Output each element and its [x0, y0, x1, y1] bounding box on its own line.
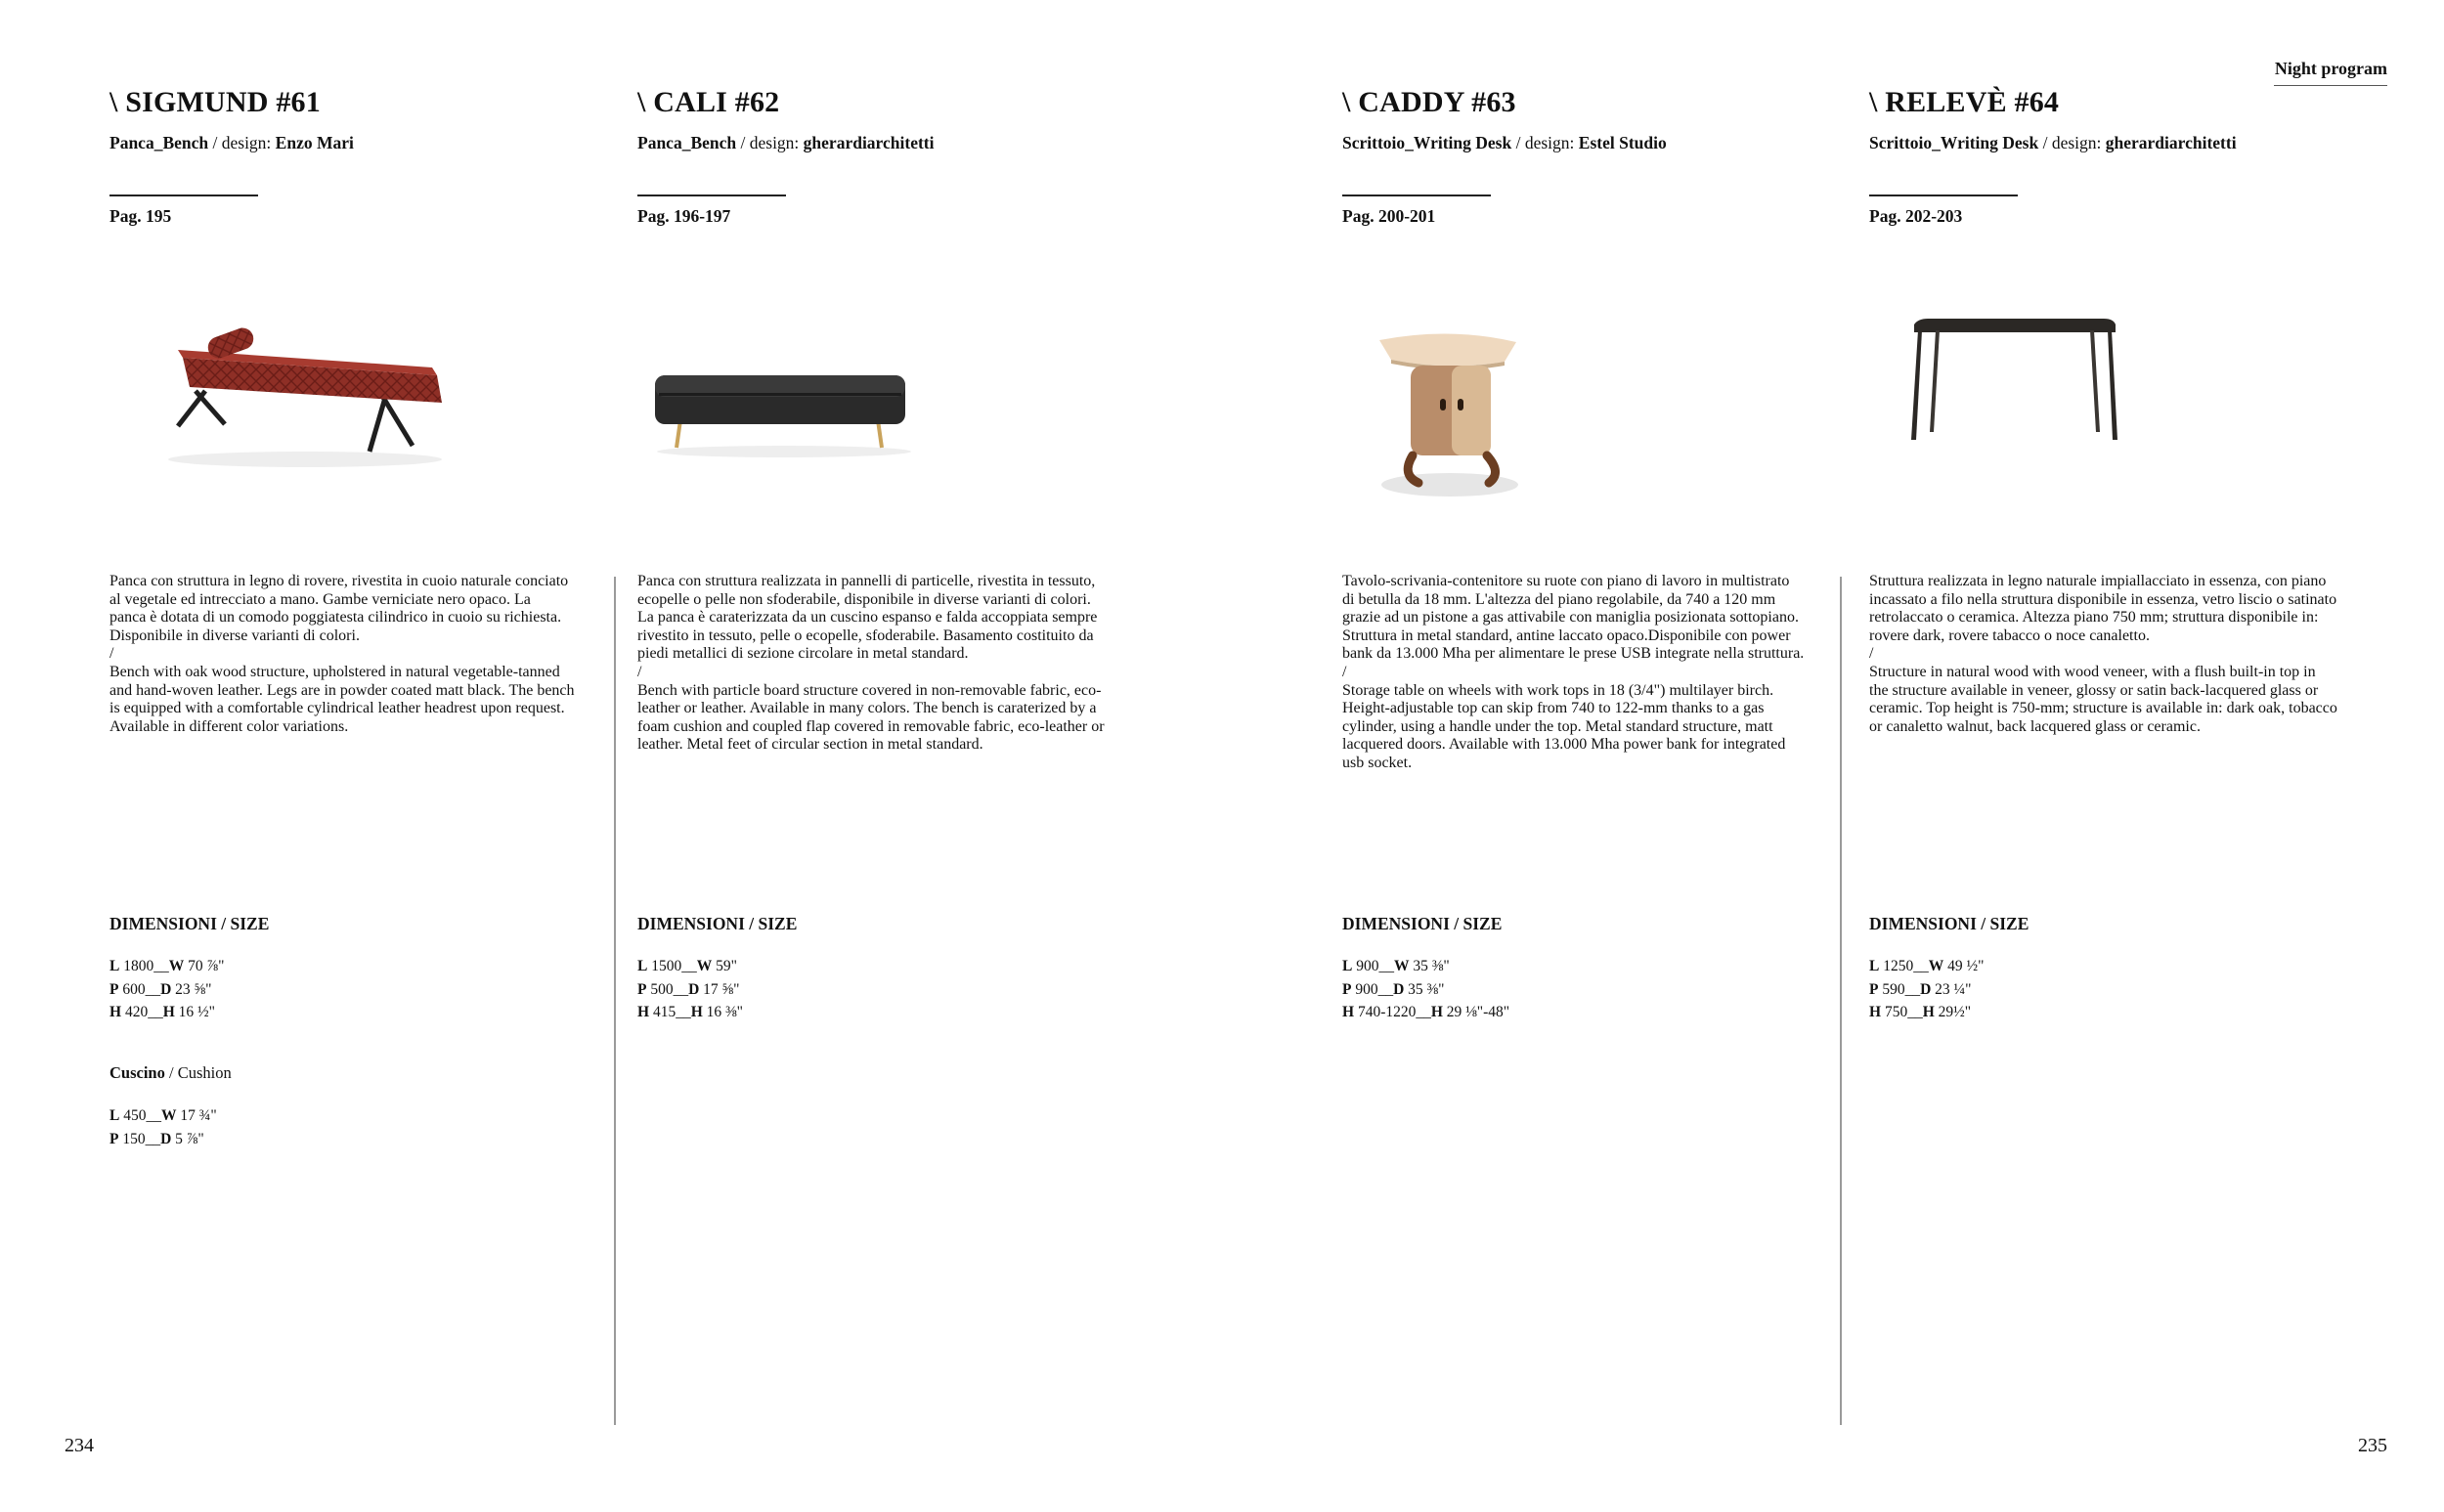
dim-value: 5 ⅞"	[171, 1130, 204, 1147]
dim-value: 415__	[649, 1004, 691, 1020]
dim-value: 900__	[1352, 958, 1394, 974]
dim-value: 35 ⅜"	[1409, 958, 1450, 974]
product-title: \ RELEVÈ #64	[1869, 86, 2060, 118]
product-title: \ CADDY #63	[1342, 86, 1516, 118]
dim-label: D	[688, 980, 700, 998]
description-separator: /	[1342, 663, 1347, 680]
dim-value: 70 ⅞"	[184, 958, 225, 974]
dim-value: 16 ⅜"	[702, 1004, 743, 1020]
dim-value: 750__	[1881, 1004, 1923, 1020]
product-designer: gherardiarchitetti	[2105, 133, 2237, 152]
product-description	[109, 573, 613, 736]
dimension-row	[1869, 1001, 1984, 1024]
dim-value: 1800__	[119, 958, 169, 974]
column-divider	[1840, 577, 1842, 1425]
dimensions-heading: DIMENSIONI / SIZE	[1342, 914, 1503, 933]
product-title: \ CALI #62	[637, 86, 780, 118]
dim-value: 500__	[646, 980, 689, 998]
description-separator: /	[1869, 645, 1874, 663]
title-rule	[1869, 194, 2018, 196]
dim-label: P	[109, 980, 119, 998]
dim-value: 740-1220__	[1354, 1004, 1431, 1020]
description-italian: Panca con struttura in legno di rovere, rivestita in cuoio naturale conciato al vegetale ed intrecciato a mano. Gambe verniciate nero opaco. La panca è dotata di un comodo poggiatesta cilindrico in cuoio su richiesta. Disponibile in diverse varianti di colori.	[109, 573, 569, 644]
dim-label: L	[637, 958, 648, 974]
cushion-dimensions-list	[109, 1104, 217, 1150]
dim-label: W	[1393, 958, 1410, 974]
dim-label: L	[1869, 958, 1880, 974]
dimension-row	[1342, 955, 1509, 978]
dim-label: H	[1869, 1004, 1882, 1020]
dim-label: D	[1393, 980, 1405, 998]
dimensions-list	[1869, 955, 1984, 1024]
description-italian: Tavolo-scrivania-contenitore su ruote con piano di lavoro in multistrato di betulla da 18 mm. L'altezza del piano regolabile, da 740 a 120 mm grazie ad un pistone a gas attivabile con maniglia posizionata sottopiano. Struttura in metal standard, antine laccato opaco.Disponibile con power bank da 13.000 Mha per alimentare le prese USB integrate nella struttura.	[1342, 573, 1805, 663]
product-subtitle	[1342, 133, 1667, 153]
dim-value: 420__	[121, 1004, 163, 1020]
dimension-row	[1869, 955, 1984, 978]
dim-label: D	[160, 1130, 172, 1147]
dim-label: L	[1342, 958, 1353, 974]
product-releve	[1869, 0, 2378, 1512]
dim-label: H	[1922, 1004, 1935, 1020]
product-sigmund	[109, 0, 598, 1512]
dim-value: 17 ¾"	[176, 1107, 217, 1124]
dim-value: 29 ⅛"-48"	[1442, 1004, 1510, 1020]
product-designer: Estel Studio	[1578, 133, 1667, 152]
dim-label: W	[160, 1107, 177, 1124]
description-english: Structure in natural wood with wood veneer, with a flush built-in top in the structure available in veneer, glossy or satin back-lacquered glass or ceramic. Top height is 750-mm; structure is available in: dark oak, tobacco or canaletto walnut, back lacquered glass or ceramic.	[1869, 663, 2337, 735]
product-caddy	[1342, 0, 1831, 1512]
dimensions-heading: DIMENSIONI / SIZE	[1869, 914, 2029, 933]
description-english: Bench with oak wood structure, upholstered in natural vegetable-tanned and hand-woven leather. Legs are in powder coated matt black. The bench is equipped with a comfortable cylindrical leather headrest upon request. Available in different color variations.	[109, 663, 575, 735]
dimension-row	[637, 978, 743, 1002]
description-separator: /	[109, 645, 114, 663]
dim-value: 16 ½"	[174, 1004, 215, 1020]
title-rule	[109, 194, 258, 196]
dimension-row	[1342, 978, 1509, 1002]
design-separator: / design:	[2038, 133, 2106, 152]
dim-label: P	[1342, 980, 1352, 998]
design-separator: / design:	[1511, 133, 1579, 152]
bench-photo	[647, 364, 921, 461]
dimension-row	[1342, 1001, 1509, 1024]
column-divider	[614, 577, 616, 1425]
dim-value: 49 ½"	[1943, 958, 1985, 974]
dim-value: 900__	[1351, 980, 1394, 998]
dim-label: D	[160, 980, 172, 998]
product-subtitle	[109, 133, 354, 153]
description-english: Storage table on wheels with work tops in 18 (3/4") multilayer birch. Height-adjustable top can skip from 740 to 122-mm thanks to a gas cylinder, using a handle under the top. Metal standard structure, matt lacquered doors. Available with 13.000 Mha power bank for integrated usb socket.	[1342, 681, 1786, 771]
page-number-right: 235	[2358, 1435, 2387, 1456]
product-subtitle	[637, 133, 934, 153]
product-description	[1342, 573, 1821, 773]
product-title: \ SIGMUND #61	[109, 86, 321, 118]
dim-value: 600__	[118, 980, 161, 998]
dim-label: P	[637, 980, 647, 998]
dim-label: H	[690, 1004, 703, 1020]
cushion-label-en: / Cushion	[164, 1063, 232, 1082]
product-type: Scrittoio_Writing Desk	[1869, 133, 2039, 152]
dim-value: 1500__	[647, 958, 697, 974]
section-label: Night program	[2274, 59, 2387, 86]
dim-label: W	[168, 958, 185, 974]
dim-label: H	[162, 1004, 175, 1020]
page-reference: Pag. 200-201	[1342, 206, 1436, 226]
dim-label: P	[109, 1130, 119, 1147]
dim-value: 23 ¼"	[1931, 980, 1972, 998]
desk-photo	[1362, 319, 1538, 510]
product-type: Panca_Bench	[109, 133, 209, 152]
product-designer: gherardiarchitetti	[803, 133, 935, 152]
dimensions-list	[1342, 955, 1509, 1024]
dim-label: H	[637, 1004, 650, 1020]
product-type: Panca_Bench	[637, 133, 737, 152]
dimension-row	[109, 955, 224, 978]
product-subtitle	[1869, 133, 2237, 153]
description-italian: Panca con struttura realizzata in pannelli di particelle, rivestita in tessuto, ecopelle o pelle non sfoderabile, disponibile in diverse varianti di colori. La panca è caraterizzata da un cuscino espanso e falda accoppiata sempre rivestito in tessuto, pelle o ecopelle, sfoderabile. Basamento costituito da piedi metallici di sezione circolare in metal standard.	[637, 573, 1098, 663]
page-reference: Pag. 195	[109, 206, 172, 226]
title-rule	[637, 194, 786, 196]
dim-label: H	[1342, 1004, 1355, 1020]
dim-value: 23 ⅝"	[171, 980, 212, 998]
dimensions-list	[109, 955, 224, 1024]
dimension-row	[109, 1001, 224, 1024]
product-cali	[637, 0, 1146, 1512]
dimension-row	[109, 978, 224, 1002]
title-rule	[1342, 194, 1491, 196]
dimension-row	[637, 955, 743, 978]
dim-label: W	[696, 958, 713, 974]
dim-label: H	[1430, 1004, 1443, 1020]
product-type: Scrittoio_Writing Desk	[1342, 133, 1512, 152]
cushion-label: Cuscino	[109, 1063, 165, 1082]
cushion-heading	[109, 1063, 232, 1083]
dim-value: 450__	[119, 1107, 161, 1124]
page-reference: Pag. 196-197	[637, 206, 731, 226]
page-reference: Pag. 202-203	[1869, 206, 1963, 226]
dim-value: 1250__	[1879, 958, 1929, 974]
dimensions-list	[637, 955, 743, 1024]
product-designer: Enzo Mari	[275, 133, 354, 152]
dimensions-heading: DIMENSIONI / SIZE	[109, 914, 270, 933]
dim-label: P	[1869, 980, 1879, 998]
dim-value: 59"	[712, 958, 737, 974]
design-separator: / design:	[736, 133, 804, 152]
dim-label: D	[1920, 980, 1932, 998]
dimension-row	[109, 1128, 217, 1151]
dim-value: 590__	[1878, 980, 1921, 998]
dim-value: 17 ⅝"	[699, 980, 740, 998]
dimensions-heading: DIMENSIONI / SIZE	[637, 914, 798, 933]
dimension-row	[637, 1001, 743, 1024]
page-number-left: 234	[65, 1435, 94, 1456]
dim-value: 150__	[118, 1130, 161, 1147]
description-italian: Struttura realizzata in legno naturale impiallacciato in essenza, con piano incassato a filo nella struttura disponibile in essenza, vetro liscio o satinato retrolaccato o ceramica. Altezza piano 750 mm; struttura disponibile in: rovere dark, rovere tabacco o noce canaletto.	[1869, 573, 2337, 644]
dim-label: H	[109, 1004, 122, 1020]
dim-value: 35 ⅜"	[1404, 980, 1445, 998]
dim-label: L	[109, 1107, 120, 1124]
dimension-row	[109, 1104, 217, 1128]
product-description	[1869, 573, 2378, 736]
dim-value: 29½"	[1934, 1004, 1972, 1020]
design-separator: / design:	[208, 133, 276, 152]
description-english: Bench with particle board structure covered in non-removable fabric, eco- leather or leather. Available in many colors. The bench is caraterized by a foam cushion and coupled flap covered in removable fabric, eco-leather or leather. Metal feet of circular section in metal standard.	[637, 681, 1105, 754]
product-description	[637, 573, 1146, 755]
dim-label: W	[1928, 958, 1944, 974]
bench-photo	[139, 281, 452, 473]
desk-photo	[1908, 311, 2123, 448]
dim-label: L	[109, 958, 120, 974]
dimension-row	[1869, 978, 1984, 1002]
description-separator: /	[637, 663, 642, 680]
